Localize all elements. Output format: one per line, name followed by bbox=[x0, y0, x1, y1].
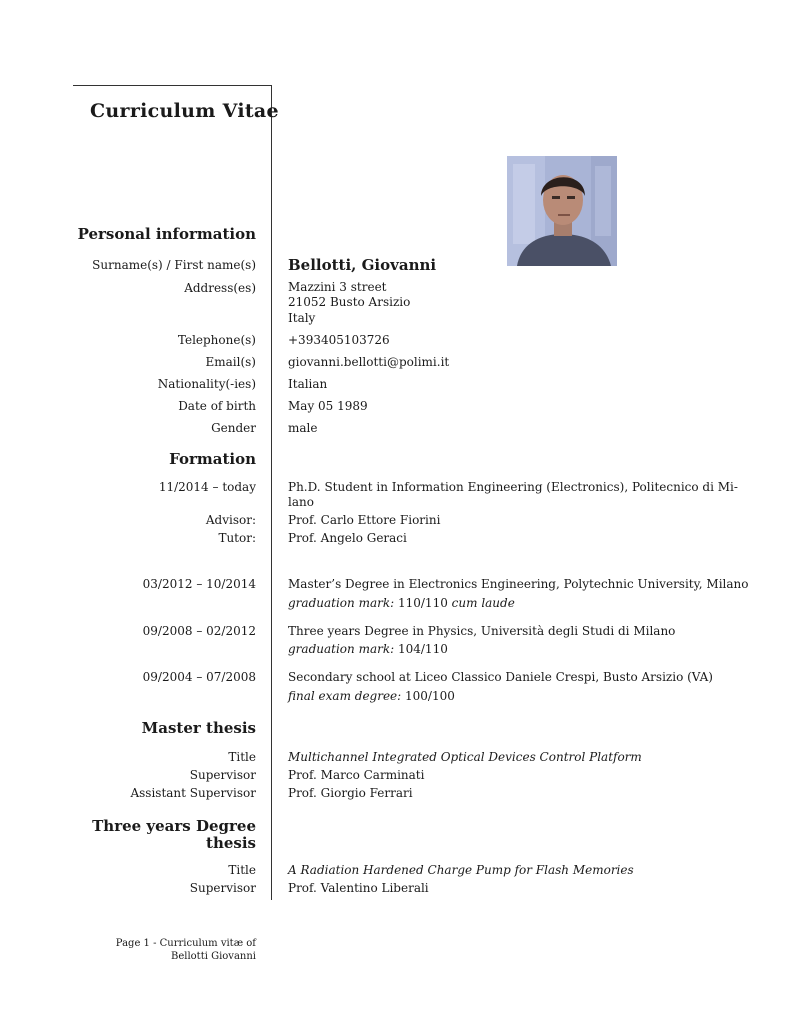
address-line-1: Mazzini 3 street bbox=[288, 280, 387, 294]
email-label: Email(s) bbox=[205, 355, 256, 369]
bachelor-mark-line bbox=[288, 642, 448, 658]
column-divider bbox=[271, 85, 272, 900]
section-personal-information: Personal information bbox=[77, 225, 256, 243]
phd-description-line-2: lano bbox=[288, 495, 314, 509]
nationality-value: Italian bbox=[288, 377, 328, 391]
portrait-image bbox=[507, 156, 617, 266]
telephone-value: +393405103726 bbox=[288, 333, 390, 347]
secondary-mark-label: final exam degree: bbox=[288, 689, 402, 703]
profile-photo bbox=[507, 156, 617, 266]
secondary-dates: 09/2004 – 07/2008 bbox=[142, 670, 256, 684]
telephone-label: Telephone(s) bbox=[177, 333, 256, 347]
secondary-mark-line bbox=[288, 689, 455, 705]
master-thesis-title: Multichannel Integrated Optical Devices Control Platform bbox=[288, 750, 642, 764]
masters-description: Master’s Degree in Electronics Engineering, Polytechnic University, Milano bbox=[288, 577, 749, 591]
phd-dates: 11/2014 – today bbox=[158, 480, 256, 494]
masters-mark-label: graduation mark: bbox=[288, 596, 395, 610]
bachelor-mark-value: 104/110 bbox=[397, 642, 448, 656]
advisor-value: Prof. Carlo Ettore Fiorini bbox=[288, 513, 441, 527]
full-name: Bellotti, Giovanni bbox=[288, 256, 437, 274]
bachelor-thesis-supervisor: Prof. Valentino Liberali bbox=[288, 881, 429, 895]
bachelor-mark-label: graduation mark: bbox=[288, 642, 395, 656]
bachelor-thesis-supervisor-label: Supervisor bbox=[189, 881, 256, 895]
bachelor-thesis-title-label: Title bbox=[228, 863, 256, 877]
document-title: Curriculum Vitae bbox=[90, 100, 279, 122]
masters-mark-line bbox=[288, 596, 515, 612]
tutor-value: Prof. Angelo Geraci bbox=[288, 531, 407, 545]
nationality-label: Nationality(-ies) bbox=[157, 377, 256, 391]
dob-value: May 05 1989 bbox=[288, 399, 368, 413]
address-line-2: 21052 Busto Arsizio bbox=[288, 295, 411, 309]
phd-description-line-1: Ph.D. Student in Information Engineering (Electronics), Politecnico di Mi- bbox=[288, 480, 738, 494]
master-thesis-supervisor-label: Supervisor bbox=[189, 768, 256, 782]
master-thesis-title-label: Title bbox=[228, 750, 256, 764]
footer-line-1: Page 1 - Curriculum vitæ of bbox=[115, 938, 256, 949]
address-label: Address(es) bbox=[184, 281, 256, 295]
footer-line-2: Bellotti Giovanni bbox=[171, 951, 256, 962]
secondary-description: Secondary school at Liceo Classico Daniele Crespi, Busto Arsizio (VA) bbox=[288, 670, 713, 684]
advisor-label: Advisor: bbox=[205, 513, 256, 527]
gender-label: Gender bbox=[211, 421, 256, 435]
bachelor-dates: 09/2008 – 02/2012 bbox=[142, 624, 256, 638]
gender-value: male bbox=[288, 421, 318, 435]
header-rule bbox=[73, 85, 272, 86]
bachelor-thesis-title: A Radiation Hardened Charge Pump for Flash Memories bbox=[288, 863, 634, 877]
section-formation: Formation bbox=[169, 450, 256, 468]
master-thesis-supervisor: Prof. Marco Carminati bbox=[288, 768, 425, 782]
masters-honor: cum laude bbox=[451, 596, 515, 610]
masters-dates: 03/2012 – 10/2014 bbox=[142, 577, 256, 591]
master-thesis-assistant-label: Assistant Supervisor bbox=[130, 786, 256, 800]
dob-label: Date of birth bbox=[178, 399, 256, 413]
section-three-years-thesis-line-2: thesis bbox=[206, 834, 256, 852]
master-thesis-assistant: Prof. Giorgio Ferrari bbox=[288, 786, 413, 800]
name-label: Surname(s) / First name(s) bbox=[92, 258, 256, 272]
tutor-label: Tutor: bbox=[218, 531, 256, 545]
secondary-mark-value: 100/100 bbox=[405, 689, 455, 703]
address-line-3: Italy bbox=[288, 311, 316, 325]
email-value: giovanni.bellotti@polimi.it bbox=[288, 355, 450, 369]
section-master-thesis: Master thesis bbox=[141, 719, 256, 737]
section-three-years-thesis-line-1: Three years Degree bbox=[92, 817, 256, 835]
bachelor-description: Three years Degree in Physics, Università degli Studi di Milano bbox=[288, 624, 676, 638]
section-three-years-thesis bbox=[92, 818, 256, 852]
masters-mark-value: 110/110 bbox=[397, 596, 448, 610]
page-footer bbox=[116, 937, 256, 963]
